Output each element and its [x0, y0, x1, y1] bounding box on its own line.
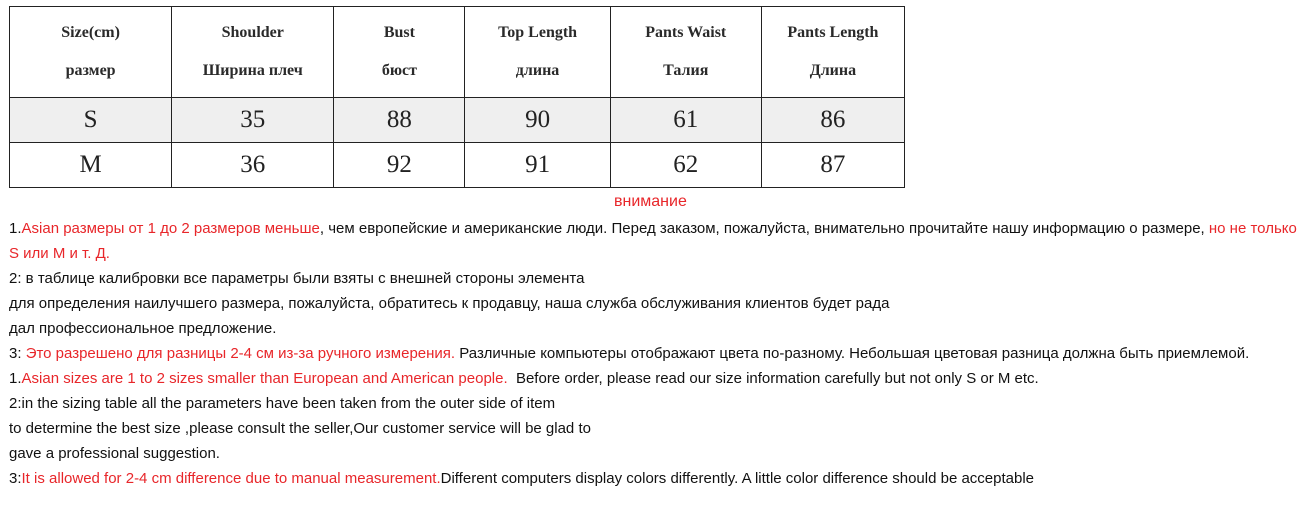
- header-pants-waist: Pants Waist Талия: [610, 7, 761, 98]
- note-en-1: 1.Asian sizes are 1 to 2 sizes smaller than European and American people. Before order, please read our size information carefully but not only S or M etc.: [9, 370, 1039, 387]
- header-shoulder: Shoulder Ширина плеч: [172, 7, 334, 98]
- header-bust: Bust бюст: [334, 7, 465, 98]
- table-cell: 35: [172, 98, 334, 143]
- notice-title: внимание: [614, 193, 687, 210]
- table-cell: 86: [761, 98, 904, 143]
- note-ru-2-line2: для определения наилучшего размера, пожалуйста, обратитесь к продавцу, наша служба обслуживания клиентов будет рада: [9, 295, 890, 312]
- table-row-s: [10, 98, 905, 143]
- table-cell: 91: [465, 143, 610, 188]
- table-cell: 36: [172, 143, 334, 188]
- table-cell: 90: [465, 98, 610, 143]
- note-en-2-line3: gave a professional suggestion.: [9, 445, 220, 462]
- note-en-2-line1: 2:in the sizing table all the parameters have been taken from the outer side of item: [9, 395, 556, 412]
- table-header-row: [10, 7, 905, 98]
- header-top-length: Top Length длина: [465, 7, 610, 98]
- table-cell: S: [10, 98, 172, 143]
- table-cell: 61: [610, 98, 761, 143]
- note-ru-2-line3: дал профессиональное предложение.: [9, 320, 277, 337]
- size-notes: [9, 216, 1305, 491]
- note-en-2-line2: to determine the best size ,please consult the seller,Our customer service will be glad to: [9, 420, 591, 437]
- note-en-3: 3:It is allowed for 2-4 cm difference due to manual measurement.Different computers display colors differently. A little color difference should be acceptable: [9, 470, 1035, 487]
- table-cell: 62: [610, 143, 761, 188]
- note-ru-3: 3: Это разрешено для разницы 2-4 см из-за ручного измерения. Различные компьютеры отображают цвета по-разному. Небольшая цветовая разница должна быть приемлемой.: [9, 345, 1250, 362]
- header-size: Size(cm) размер: [10, 7, 172, 98]
- size-chart-table: [9, 6, 905, 188]
- note-ru-2-line1: 2: в таблице калибровки все параметры были взяты с внешней стороны элемента: [9, 270, 585, 287]
- note-ru-1: 1.Asian размеры от 1 до 2 размеров меньше, чем европейские и американские люди. Перед заказом, пожалуйста, внимательно прочитайте нашу информацию о размере, но не только S или M и т. Д.: [9, 220, 1297, 262]
- table-cell: 88: [334, 98, 465, 143]
- table-cell: 92: [334, 143, 465, 188]
- header-pants-length: Pants Length Длина: [761, 7, 904, 98]
- table-row-m: [10, 143, 905, 188]
- table-cell: M: [10, 143, 172, 188]
- table-cell: 87: [761, 143, 904, 188]
